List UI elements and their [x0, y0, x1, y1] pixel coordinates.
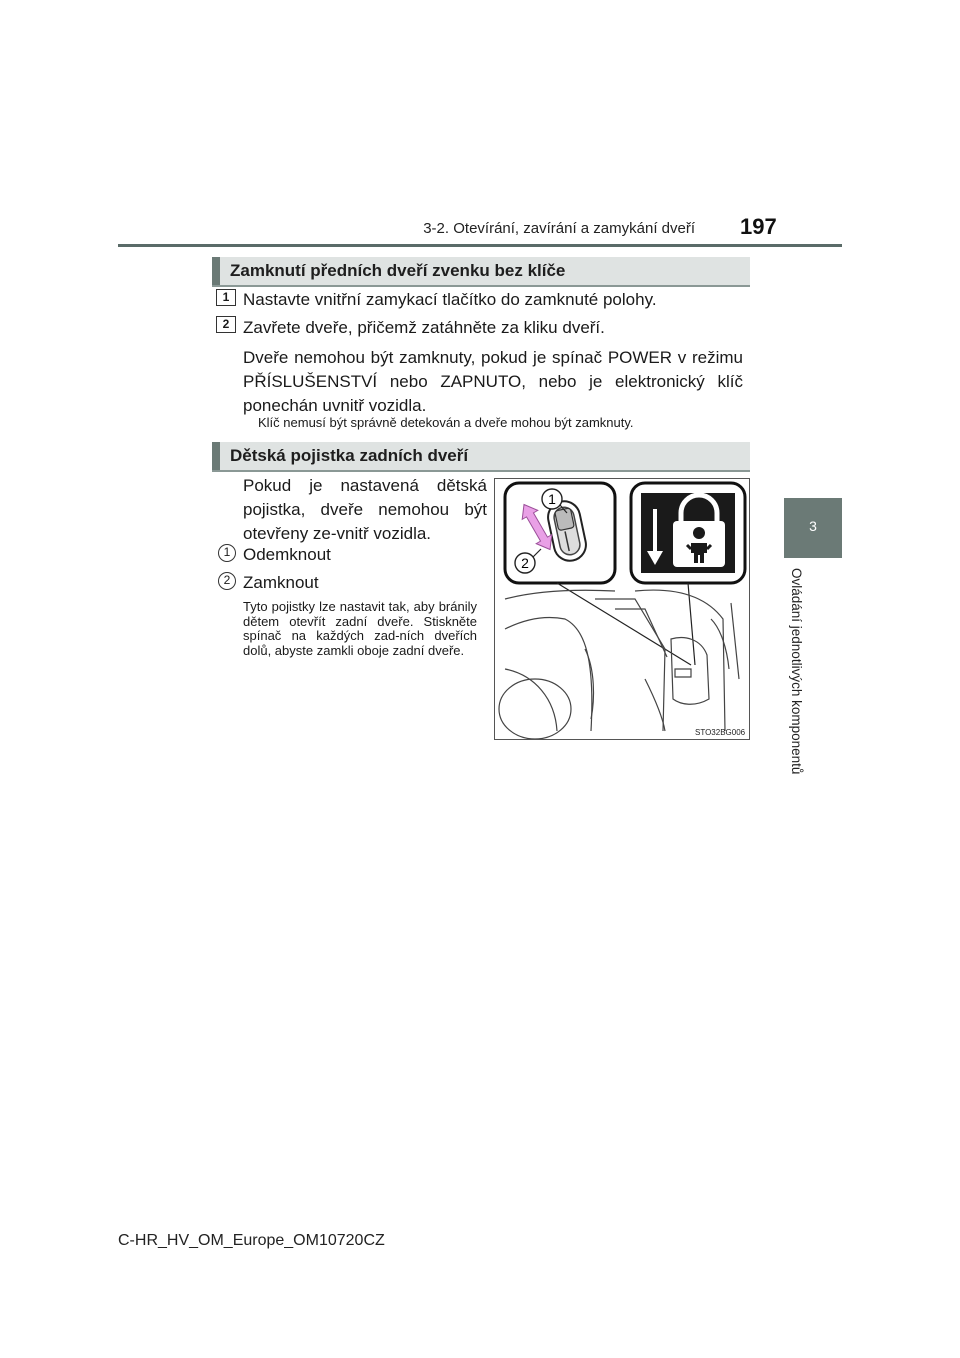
- page-number: 197: [740, 214, 777, 239]
- callout-1-label: 1: [548, 491, 556, 507]
- step-number-2: 2: [216, 316, 236, 333]
- chapter-number: 3: [809, 518, 817, 534]
- item-text-lock: Zamknout: [243, 573, 319, 592]
- chapter-title: Ovládání jednotlivých komponentů: [789, 568, 804, 775]
- section2-note: Tyto pojistky lze nastavit tak, aby bránily dětem otevřít zadní dveře. Stiskněte spínač na každých zad-ních dveřích dolů, abyste zamkli oboje zadní dveře.: [243, 599, 477, 658]
- header-rule: [118, 244, 842, 247]
- child-lock-diagram: [495, 479, 749, 739]
- item-number-2: 2: [218, 572, 236, 590]
- section-heading-front-door-lock: Zamknutí předních dveří zvenku bez klíče: [212, 257, 750, 285]
- section1-paragraph: Dveře nemohou být zamknuty, pokud je spínač POWER v režimu PŘÍSLUŠENSTVÍ nebo ZAPNUTO, nebo je elektronický klíč ponechán uvnitř vozidla.: [243, 348, 743, 415]
- document-code: C-HR_HV_OM_Europe_OM10720CZ: [118, 1232, 385, 1249]
- rear-door-drawing: [499, 590, 739, 739]
- chapter-title-vertical: [760, 568, 830, 808]
- child-lock-illustration: [494, 478, 750, 740]
- item-number-1: 1: [218, 544, 236, 562]
- header-section-title: 3-2. Otevírání, zavírání a zamykání dveří: [423, 220, 695, 237]
- illustration-code: STO32BG006: [695, 728, 746, 737]
- section-heading-child-lock: Dětská pojistka zadních dveří: [212, 442, 750, 470]
- item-text-unlock: Odemknout: [243, 545, 331, 564]
- step-text-2: Zavřete dveře, přičemž zatáhněte za kliku dveří.: [243, 318, 605, 337]
- step-number-1: 1: [216, 289, 236, 306]
- callout-2-label: 2: [521, 555, 529, 571]
- section2-paragraph: Pokud je nastavená dětská pojistka, dveře nemohou být otevřeny ze-vnitř vozidla.: [243, 476, 487, 543]
- section1-note: Klíč nemusí být správně detekován a dveře mohou být zamknuty.: [258, 415, 634, 430]
- step-text-1: Nastavte vnitřní zamykací tlačítko do zamknuté polohy.: [243, 290, 657, 309]
